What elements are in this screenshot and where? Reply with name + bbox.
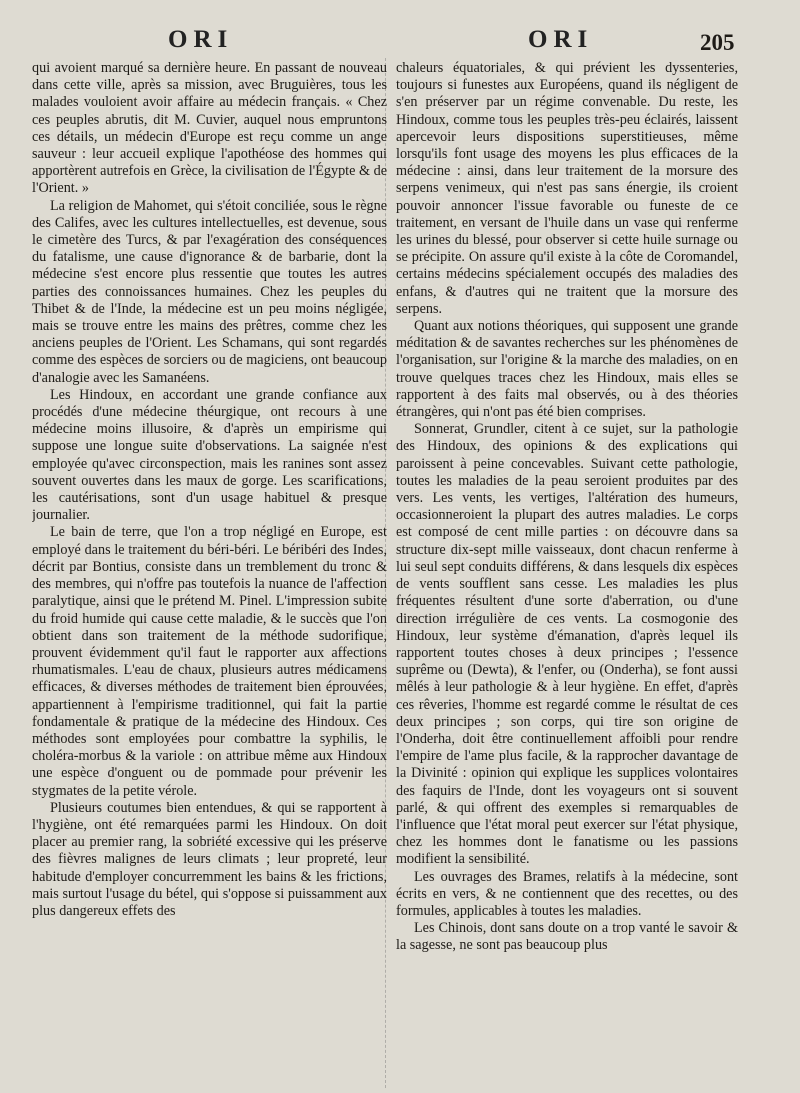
paragraph: Quant aux notions théoriques, qui supposent une grande méditation & de savantes recherches sur les phénomènes de l'organisation, sur l'origine & la marche des maladies, on en trouve quelques traces chez les Hindoux, mais elles se rapportent à des faits mal observés, ou à des théories étrangères, qui n'ont pas été bien comprises. <box>396 318 738 421</box>
right-column <box>396 60 738 1085</box>
page-number: 205 <box>700 30 735 55</box>
running-head-right: ORI <box>528 26 594 53</box>
paragraph: Les ouvrages des Brames, relatifs à la médecine, sont écrits en vers, & ne contiennent que des recettes, ou des formules, applicables à toutes les maladies. <box>396 868 738 919</box>
paragraph: qui avoient marqué sa dernière heure. En passant de nouveau dans cette ville, après sa mission, avec Bruguières, tous les malades vouloient avoir affaire au médecin français. « Chez ces peuples abrutis, dit M. Cuvier, auquel nous empruntons ces détails, un médecin d'Europe est reçu comme un ange sauveur : leur accueil explique l'apothéose des hommes qui apportèrent autrefois en Grèce, la civilisation de l'Égypte & de l'Orient. » <box>32 60 387 197</box>
paragraph: Le bain de terre, que l'on a trop négligé en Europe, est employé dans le traitement du béri-béri. Le béribéri des Indes, décrit par Bontius, consiste dans un tremblement du tronc & des membres, qui n'offre pas toutefois la nuance de l'affection paralytique, ainsi que le prétend M. Pinel. L'impression subite du froid humide qui cause cette maladie, & le succès que l'on obtient dans son traitement de la méthode sudorifique, prouvent évidemment qu'il faut le rapporter aux affections rhumatismales. L'eau de chaux, plusieurs autres médicamens efficaces, & diverses méthodes de traitement bien éprouvées, appartiennent à l'empirisme traditionnel, qui fait la partie fondamentale & pratique de la médecine des Hindoux. Ces méthodes sont employées pour combattre la syphilis, le choléra-morbus & la variole : on attribue même aux Hindoux une espèce d'onguent ou de pommade pour prévenir les stygmates de la petite vérole. <box>32 524 387 799</box>
paragraph: Sonnerat, Grundler, citent à ce sujet, sur la pathologie des Hindoux, des opinions & des explications qui paroissent à peine concevables. Suivant cette pathologie, toutes les maladies de la peau seroient produites par des vers. Les vents, les vertiges, l'altération des humeurs, occasionneroient la plupart des autres maladies. Le corps est composé de cent mille parties : on découvre dans sa structure dix-sept mille vaisseaux, dont chacun renferme à lui seul sept conduits différens, & dans lesquels dix espèces de vents soufflent sans cesse. Les maladies les plus fréquentes résultent d'une sorte d'aberration, ou d'une direction irrégulière de ces vents. La cosmogonie des Hindoux, leur système d'émanation, d'après lequel ils rapportent toutes choses à deux principes ; l'essence suprême ou (Dewta), & l'enfer, ou (Onderha), se font aussi mêlés à leur pathologie & à leur hygiène. En effet, d'après ces rêveries, l'homme est regardé comme le résultat de ces deux principes ; son corps, qui tire son origine de l'Onderha, doit être continuellement affoibli pour rendre l'empire de l'ame plus facile, & la rapprocher davantage de la Divinité : opinion qui explique les supplices volontaires des faquirs de l'Inde, dont les voyageurs ont si souvent parlé, & qui offrent des exemples si remarquables de l'influence que l'état moral peut exercer sur l'état physique, chez les hommes dont le fanatisme ou les passions modifient la sensibilité. <box>396 421 738 868</box>
paragraph: chaleurs équatoriales, & qui prévient les dyssenteries, toujours si funestes aux Européens, quand ils négligent de s'en préserver par un régime convenable. Du reste, les Hindoux, comme tous les peuples très-peu éclairés, laissent apercevoir leurs dispositions superstitieuses, même lorsqu'ils font usage des moyens les plus efficaces de la médecine : ainsi, dans leur traitement de la morsure des serpens venimeux, qui n'est pas sans énergie, ils croient pouvoir annoncer l'issue favorable ou funeste de ce traitement, en versant de l'huile dans un vase qui renferme les urines du blessé, pour observer si cette huile surnage ou se précipite. On assure qu'il existe à la côte de Coromandel, certains médecins spécialement occupés des maladies des enfans, & d'autres qui ne traitent que la morsure des serpens. <box>396 60 738 317</box>
page-header <box>0 26 800 56</box>
running-head-left: ORI <box>168 26 234 53</box>
left-column <box>32 60 387 1085</box>
paragraph: Les Hindoux, en accordant une grande confiance aux procédés d'une médecine théurgique, ont recours à une médecine moins illusoire, & d'après un empirisme qui suppose une longue suite d'observations. La saignée n'est employée qu'avec circonspection, mais les ranines sont assez souvent ouvertes dans les maux de gorge. Les scarifications, les cautérisations, sont d'un usage habituel & presque journalier. <box>32 386 387 524</box>
paragraph: La religion de Mahomet, qui s'étoit conciliée, sous le règne des Califes, avec les cultures intellectuelles, est devenue, sous le cimetère des Turcs, & par l'exagération des conséquences du fatalisme, une cause d'ignorance & de barbarie, dont la médecine s'est encore plus ressentie que toutes les autres parties des connoissances humaines. Chez les peuples du Thibet & de l'Inde, la médecine est un peu moins négligée, mais se trouve entre les mains des prêtres, comme chez les anciens peuples de l'Orient. Les Schamans, qui sont regardés comme des espèces de sorciers ou de magiciens, ont beaucoup d'analogie avec les Samanéens. <box>32 197 387 386</box>
paragraph: Plusieurs coutumes bien entendues, & qui se rapportent à l'hygiène, ont été remarquées parmi les Hindoux. On doit placer au premier rang, la sobriété excessive qui les préserve des fièvres malignes de leurs climats ; leur propreté, leur habitude d'employer concurremment les bains & les frictions, mais surtout l'usage du bétel, qui s'oppose si puissamment aux plus dangereux effets des <box>32 799 387 919</box>
paragraph: Les Chinois, dont sans doute on a trop vanté le savoir & la sagesse, ne sont pas beaucoup plus <box>396 920 738 954</box>
